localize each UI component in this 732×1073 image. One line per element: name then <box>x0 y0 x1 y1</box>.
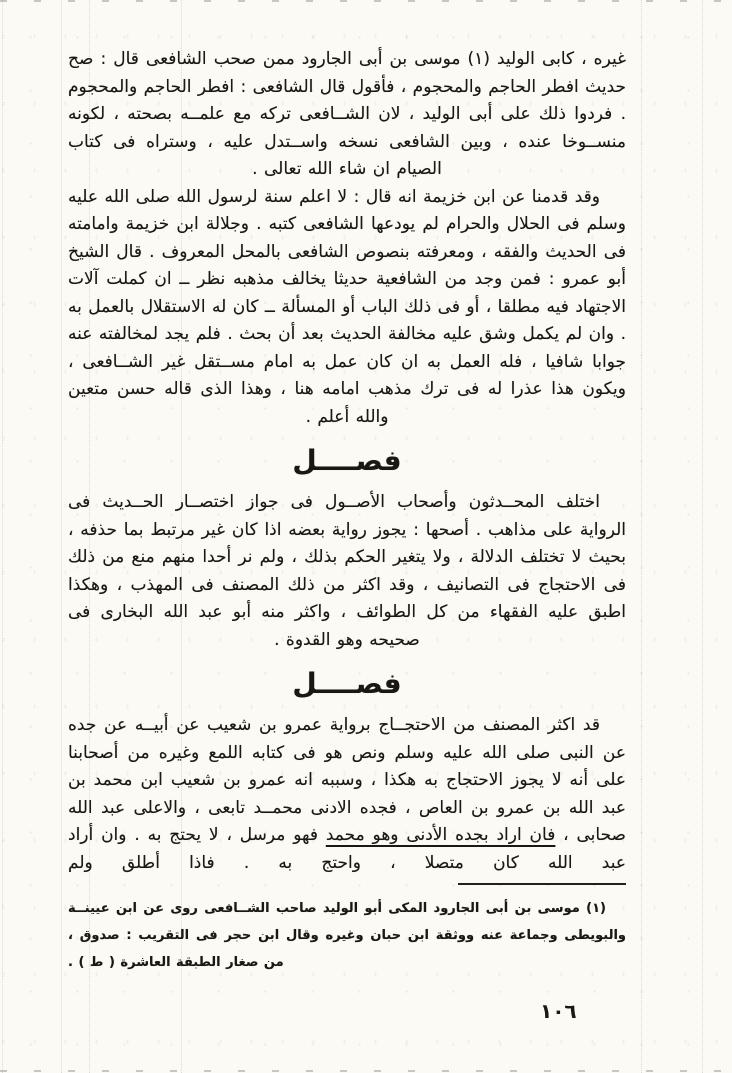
paragraph-3: اختلف المحــدثون وأصحاب الأصــول فى جواز اختصــار الحــديث فى الرواية على مذاهب . أصحها : يجوز رواية بعضه اذا كان غير مرتبط بما حذفه ، بحيث لا تختلف الدلالة ، ولا يتغير الحكم بذلك ، ولم نر أحدا منهم منع من ذلك فى الاحتجاج فى التصانيف ، وقد اكثر من ذلك المصنف فى المهذب ، وهكذا اطبق عليه الفقهاء من كل الطوائف ، واكثر منه أبو عبد الله البخارى فى صحيحه وهو القدوة . <box>68 492 626 650</box>
footnote-1: (١) موسى بن أبى الجارود المكى أبو الوليد صاحب الشــافعى روى عن ابن عيينــة والبويطى وجماعة عنه ووثقة ابن حبان وغيره وقال ابن حجر فى التقريب : صدوق ، من صغار الطبقة العاشرة ( ط ) . <box>68 901 626 970</box>
section-heading-fasl-2: فصــــل <box>292 667 402 700</box>
paragraph-2: وقد قدمنا عن ابن خزيمة انه قال : لا اعلم سنة لرسول الله صلى الله عليه وسلم فى الحلال والحرام لم يودعها الشافعى كتبه . وجلالة ابن خزيمة وامامته فى الحديث والفقه ، ومعرفته بنصوص الشافعى بالمحل المعروف . قال الشيخ أبو عمرو : فمن وجد من الشافعية حديثا يخالف مذهبه نظر ــ ان كملت آلات الاجتهاد فيه مطلقا ، أو فى ذلك الباب أو المسألة ــ كان له الاستقلال بالعمل به . وان لم يكمل وشق عليه مخالفة الحديث بعد أن بحث . فلم يجد لمخالفته عنه جوابا شافيا ، فله العمل به ان كان عمل به امام مســتقل غير الشــافعى ، ويكون هذا عذرا له فى ترك مذهب امامه هنا ، وهذا الذى قاله حسن متعين والله أعلم . <box>68 186 626 427</box>
scan-artifact-line <box>702 0 703 1073</box>
scan-artifact-line <box>61 0 62 1073</box>
paragraph-4 <box>68 712 626 877</box>
footnote-separator <box>458 883 626 885</box>
scan-artifact-line <box>641 0 642 1073</box>
scan-edge-bottom <box>0 1070 732 1072</box>
paragraph-1: غيره ، كابى الوليد (١) موسى بن أبى الجارود ممن صحب الشافعى قال : صح حديث افطر الحاجم والمحجوم ، فأقول قال الشافعى : افطر الحاجم والمحجوم . فردوا ذلك على أبى الوليد ، لان الشــافعى تركه مع علمــه بصحته ، لكونه منســوخا عنده ، وبين الشافعى نسخه واســتدل عليه ، وستراه فى كتاب الصيام ان شاء الله تعالى . <box>68 49 626 179</box>
section-heading-fasl-1: فصــــل <box>292 444 402 477</box>
paragraph-4-text-after: فهو مرسل ، لا يحتج به . وان أراد عبد الله كان متصلا ، واحتج به . فاذا أطلق ولم <box>68 825 626 873</box>
scan-artifact-line <box>2 0 3 1073</box>
paragraph-4-underlined-phrase: فان اراد بجده الأدنى وهو محمد <box>325 825 556 845</box>
body-text <box>68 46 626 976</box>
page-number: ١٠٦ <box>540 999 577 1023</box>
scan-edge-top <box>0 0 732 2</box>
paragraph-4-text-before: قد اكثر المصنف من الاحتجــاج برواية عمرو بن شعيب عن أبيــه عن جده عن النبى صلى الله عليه وسلم ونص هو فى كتابه اللمع وغيره من أصحابنا على أنه لا يجوز الاحتجاج به هكذا ، وسببه انه عمرو بن شعيب ابن محمد بن عبد الله بن عمرو بن العاص ، فجده الادنى محمــد تابعى ، والاعلى عبد الله صحابى ، <box>68 715 626 845</box>
